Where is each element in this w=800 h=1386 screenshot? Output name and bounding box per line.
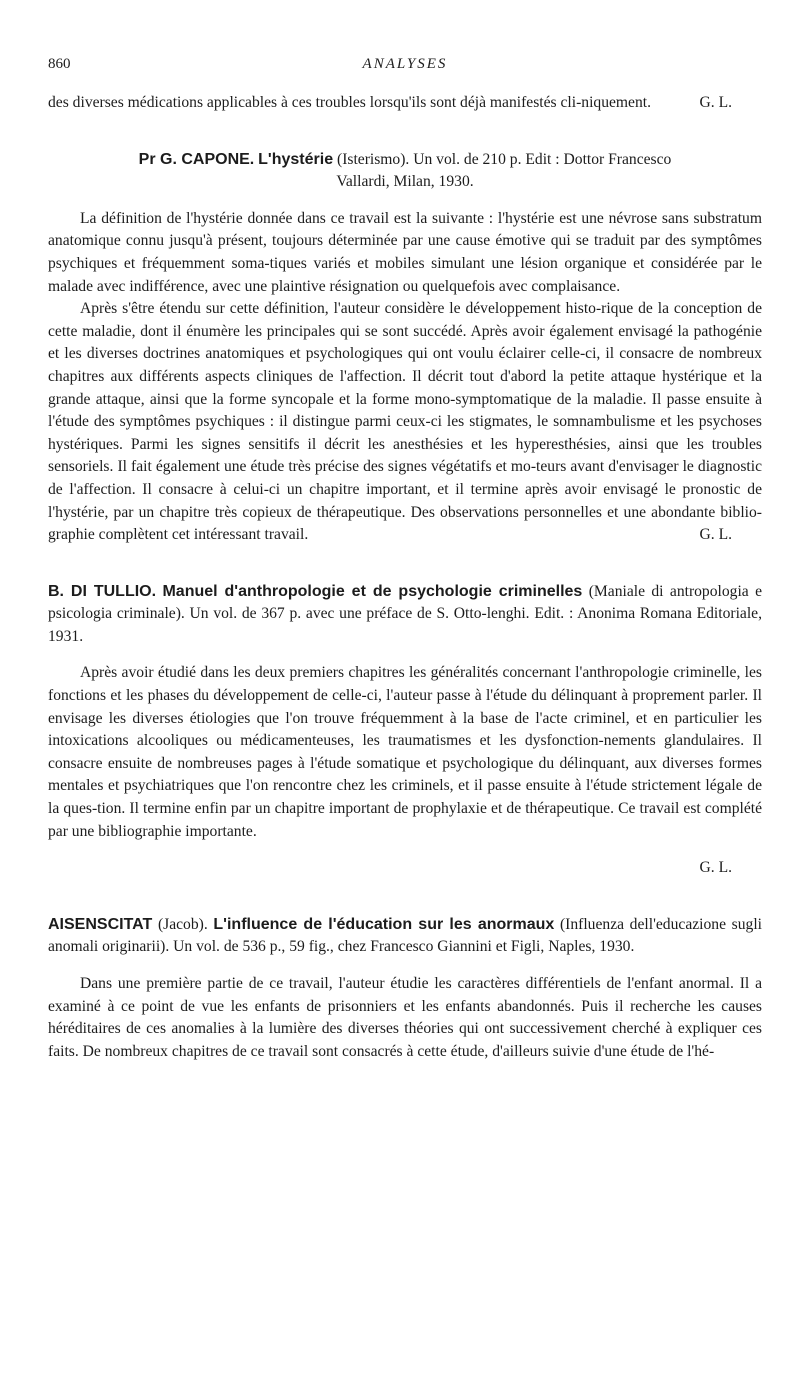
review-aisenscitat bbox=[48, 914, 762, 1064]
review-details-cont: Vallardi, Milan, 1930. bbox=[336, 173, 474, 191]
review-heading bbox=[48, 914, 762, 959]
review-paragraph: Après avoir étudié dans les deux premiers chapitres les généralités concernant l'anthropologie criminelle, les fonctions et les phases du développement de celle-ci, l'auteur passe à l'étude du délinquant à proprement parler. Il envisage les diverses étiologies que l'on trouve fréquemment à la base de l'acte criminel, et en particulier les intoxications alcooliques ou médicamenteuses, les traumatismes et les dysfonction-nements glandulaires. Il consacre ensuite de nombreuses pages à l'étude somatique et psychologique du délinquant, aux diverses formes mentales et psychiatriques que l'on rencontre chez les criminels, et il passe ensuite à l'étude strictement légale de la ques-tion. Il termine enfin par un chapitre important de prophylaxie et de thérapeutique. Ce travail est complété par une bibliographie importante. bbox=[48, 664, 762, 840]
review-author-firstname: (Jacob). bbox=[157, 915, 208, 933]
review-signature: G. L. bbox=[699, 859, 732, 877]
page-number: 860 bbox=[48, 56, 71, 72]
review-author: Pr G. CAPONE. bbox=[138, 150, 255, 168]
review-di-tullio bbox=[48, 581, 762, 880]
continuation-text bbox=[48, 92, 762, 115]
review-paragraph-text: Après s'être étendu sur cette définition, l'auteur considère le développement histo-rique de la conception de cette maladie, dont il énumère les principales qui se sont succédé. Après avoir également envisagé la pathogénie et les diverses doctrines anatomiques et psychologiques qui ont voulu éclairer celle-ci, il consacre de nombreux chapitres aux différents aspects cliniques de l'affection. Il décrit tout d'abord la petite attaque hystérique et la grande attaque, ainsi que la forme syncopale et la forme mono-symptomatique de la maladie. Il passe ensuite à l'étude des symptômes psychiques : il distingue parmi ceux-ci les stigmates, le somnambulisme et les psychoses hystériques. Parmi les signes sensitifs il décrit les anesthésies et les hyperesthésies, ainsi que les troubles sensoriels. Il fait également une étude très précise des signes végétatifs et mo-teurs avant d'envisager le diagnostic de l'affection. Il consacre à celui-ci un chapitre important, et il termine après avoir envisagé le pronostic de l'hystérie, par un chapitre très copieux de thérapeutique. Des observations personnelles et une abondante biblio-graphie complètent cet intéressant travail. bbox=[48, 300, 762, 544]
review-heading bbox=[48, 149, 762, 194]
review-heading bbox=[48, 581, 762, 649]
review-paragraph bbox=[48, 298, 762, 547]
continuation-paragraph: des diverses médications applicables à ces troubles lorsqu'ils sont déjà manifestés cli-niquement. bbox=[48, 94, 652, 111]
continuation-signature: G. L. bbox=[699, 94, 732, 111]
continuation-block bbox=[48, 92, 762, 115]
review-title: Manuel d'anthropologie et de psychologie criminelles bbox=[162, 582, 583, 600]
review-title: L'influence de l'éducation sur les anormaux bbox=[213, 915, 555, 933]
page-content bbox=[48, 92, 762, 1063]
review-author: B. DI TULLIO. bbox=[48, 582, 157, 600]
review-author: AISENSCITAT bbox=[48, 915, 153, 933]
review-capone bbox=[48, 149, 762, 547]
review-paragraph: La définition de l'hystérie donnée dans ce travail est la suivante : l'hystérie est une névrose sans substratum anatomique connu jusqu'à présent, toujours déterminée par une cause émotive qui se traduit par des symptômes psychiques et fréquemment soma-tiques variés et mobiles simulant une lésion organique et considérée par le malade avec indifférence, avec une plaintive résignation ou quelquefois avec complaisance. bbox=[48, 209, 762, 295]
review-paragraph: Dans une première partie de ce travail, l'auteur étudie les caractères différentiels de l'enfant anormal. Il a examiné à ce point de vue les enfants de prisonniers et les enfants abandonnés. Puis il recherche les causes héréditaires de ces anomalies à la lumière des diverses théories qui ont successivement cherché à expliquer ces faits. De nombreux chapitres de ce travail sont consacrés à cette étude, d'ailleurs suivie d'une étude de l'hé- bbox=[48, 975, 762, 1060]
review-details: (Isterismo). Un vol. de 210 p. Edit : Dottor Francesco bbox=[337, 150, 672, 168]
review-signature: G. L. bbox=[699, 526, 732, 544]
review-details: (Influenza dell'educazione sugli anomali originarii). Un vol. de 536 p., 59 fig., chez Francesco Giannini et Figli, Naples, 1930. bbox=[48, 915, 762, 956]
review-details: (Maniale di antropologia e psicologia criminale). Un vol. de 367 p. avec une préface de S. Otto-lenghi. Edit. : Anonima Romana Editoriale, 1931. bbox=[48, 582, 763, 645]
running-head bbox=[48, 56, 762, 78]
section-title: ANALYSES bbox=[362, 56, 448, 72]
review-title: L'hystérie bbox=[258, 150, 334, 168]
